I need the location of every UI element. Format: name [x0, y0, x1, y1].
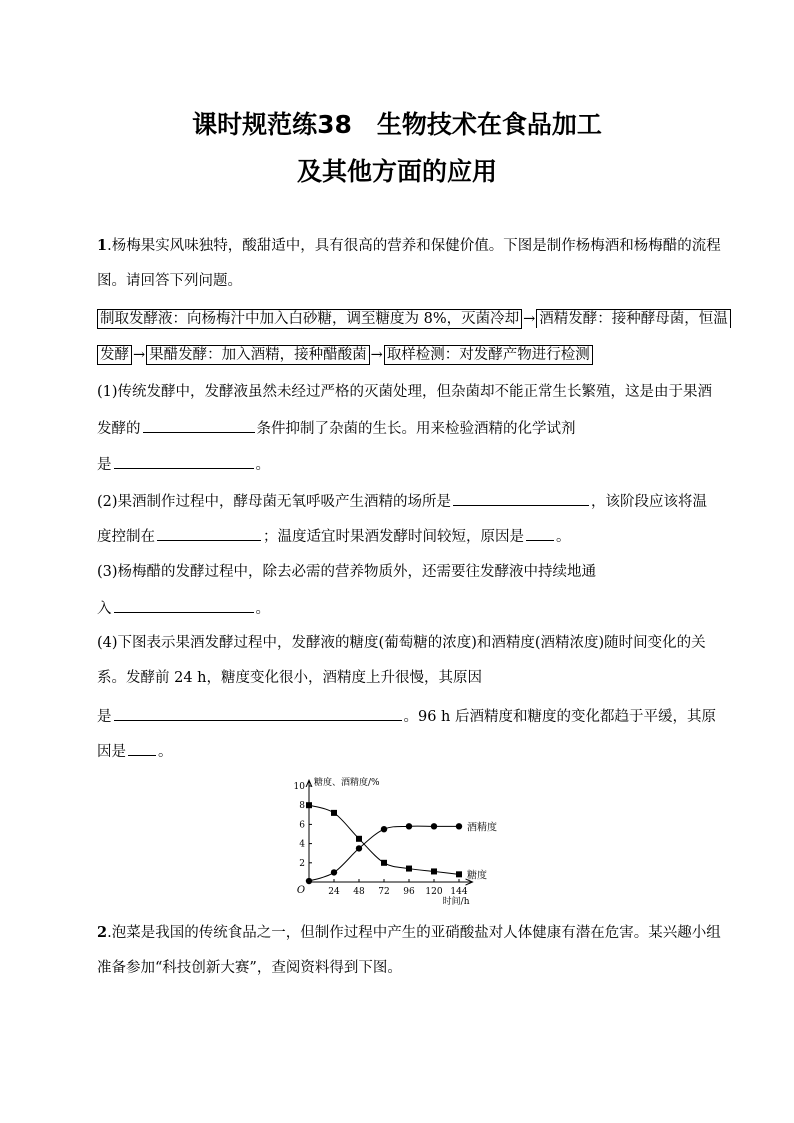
data-point-circle — [406, 823, 412, 829]
answer-blank[interactable] — [157, 525, 261, 541]
sub1-line-b: 发酵的 条件抑制了杂菌的生长。用来检验酒精的化学试剂 — [97, 417, 576, 439]
y-tick-label: 10 — [293, 782, 305, 792]
sub4-line-a: (4)下图表示果酒发酵过程中，发酵液的糖度(葡萄糖的浓度)和酒精度(酒精浓度)随时间变化的关 — [97, 635, 706, 651]
sub3-line-b: 入 。 — [97, 597, 270, 619]
flow-arrow-icon: → — [133, 347, 146, 363]
x-tick-label: 48 — [353, 887, 365, 897]
flow-box-alcohol-cont: 发酵 — [97, 345, 132, 365]
flow-row1 — [97, 309, 731, 329]
data-point-circle — [331, 869, 337, 875]
x-axis-label: 时间/h — [442, 897, 470, 907]
y-tick-label: 6 — [299, 820, 305, 831]
page-title-line1: 课时规范练38 生物技术在食品加工 — [192, 110, 602, 139]
flow-box-sampling: 取样检测：对发酵产物进行检测 — [384, 345, 593, 365]
question1-intro — [97, 236, 721, 256]
sub1-line-a: (1)传统发酵中，发酵液虽然未经过严格的灭菌处理，但杂菌却不能正常生长繁殖，这是由于果酒 — [97, 384, 713, 400]
sub4-line-c: 是 。96 h 后酒精度和糖度的变化都趋于平缓，其原 — [97, 705, 716, 727]
question2-number: 2 — [97, 924, 108, 941]
answer-blank[interactable] — [128, 740, 156, 756]
flow-box-prepare: 制取发酵液：向杨梅汁中加入白砂糖，调至糖度为 8%，灭菌冷却 — [97, 309, 522, 329]
y-axis-label: 糖度、酒精度/% — [314, 778, 380, 789]
answer-blank[interactable] — [453, 490, 589, 506]
answer-blank[interactable] — [114, 453, 254, 469]
flow-row2 — [97, 345, 593, 365]
data-point-square — [356, 836, 362, 842]
answer-blank[interactable] — [114, 705, 402, 721]
series-label: 糖度 — [467, 870, 487, 882]
data-point-square — [406, 866, 412, 872]
y-tick-label: 8 — [299, 801, 305, 812]
question2-intro — [97, 923, 721, 943]
data-point-square — [331, 810, 337, 816]
flow-arrow-icon: → — [523, 311, 536, 327]
data-point-square — [431, 868, 437, 874]
data-point-circle — [381, 826, 387, 832]
series-label: 酒精度 — [467, 822, 497, 834]
y-tick-label: 2 — [299, 858, 305, 869]
data-point-circle — [356, 845, 362, 851]
question1-text: .杨梅果实风味独特，酸甜适中，具有很高的营养和保健价值。下图是制作杨梅酒和杨梅醋的流程 — [107, 238, 721, 254]
y-tick-label: 4 — [299, 839, 305, 850]
data-point-square — [306, 802, 312, 808]
sub4-line-d: 因是 。 — [97, 740, 173, 762]
data-point-circle — [431, 823, 437, 829]
flow-arrow-icon: → — [370, 347, 383, 363]
data-point-square — [456, 871, 462, 877]
x-tick-label: 144 — [450, 887, 468, 897]
flow-box-alcohol: 酒精发酵：接种酵母菌，恒温 — [536, 309, 731, 328]
origin-label: O — [296, 885, 306, 896]
answer-blank[interactable] — [526, 525, 554, 541]
fermentation-chart — [0, 770, 794, 907]
answer-blank[interactable] — [143, 417, 255, 433]
sub2-line-b: 度控制在 ；温度适宜时果酒发酵时间较短，原因是 。 — [97, 525, 571, 547]
page-title-line2: 及其他方面的应用 — [296, 157, 497, 186]
data-point-circle — [456, 823, 462, 829]
x-tick-label: 96 — [403, 887, 415, 897]
flow-box-vinegar: 果醋发酵：加入酒精，接种醋酸菌 — [146, 345, 370, 365]
sub3-line-a: (3)杨梅醋的发酵过程中，除去必需的营养物质外，还需要往发酵液中持续地通 — [97, 564, 597, 580]
sub4-line-b: 系。发酵前 24 h，糖度变化很小，酒精度上升很慢，其原因 — [97, 670, 483, 686]
sub1-line-c: 是 。 — [97, 453, 270, 475]
question1-intro-cont: 图。请回答下列问题。 — [97, 273, 242, 289]
x-tick-label: 24 — [328, 887, 340, 897]
answer-blank[interactable] — [114, 597, 254, 613]
question2-intro-cont: 准备参加“科技创新大赛”，查阅资料得到下图。 — [97, 960, 402, 976]
data-point-square — [381, 860, 387, 866]
sub2-line-a: (2)果酒制作过程中，酵母菌无氧呼吸产生酒精的场所是 ，该阶段应该将温 — [97, 490, 707, 512]
question1-number: 1 — [97, 237, 108, 254]
x-tick-label: 120 — [425, 887, 443, 897]
data-point-circle — [306, 878, 312, 884]
question2-text: .泡菜是我国的传统食品之一，但制作过程中产生的亚硝酸盐对人体健康有潜在危害。某兴趣小组 — [107, 925, 721, 941]
x-tick-label: 72 — [378, 887, 390, 897]
